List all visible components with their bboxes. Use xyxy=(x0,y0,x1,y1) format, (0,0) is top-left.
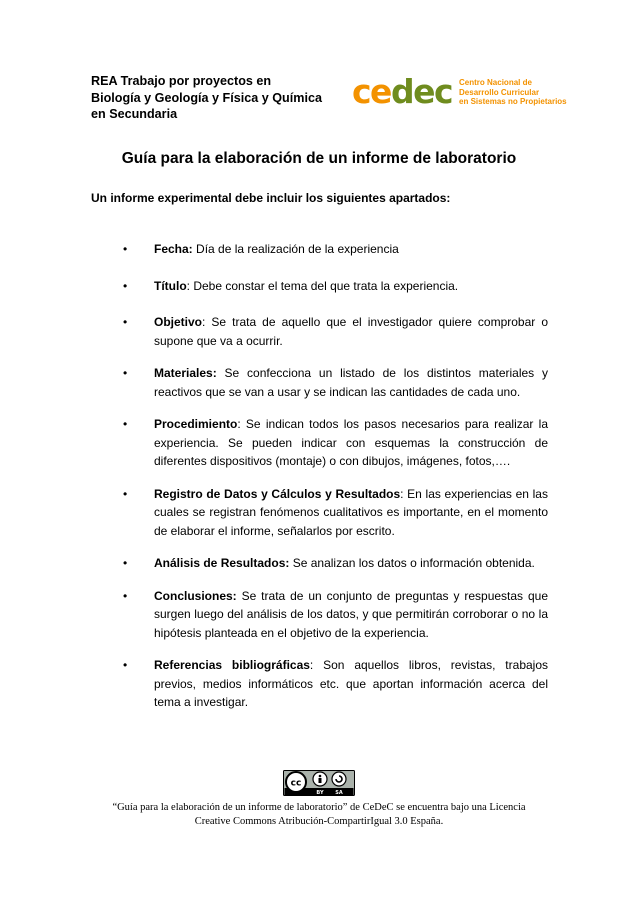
list-item xyxy=(120,415,548,471)
section-list xyxy=(120,240,548,712)
logo-mark xyxy=(352,72,453,112)
document-title: Guía para la elaboración de un informe de laboratorio xyxy=(121,150,517,167)
item-text: Día de la realización de la experiencia xyxy=(192,242,399,256)
logo-text-line: Centro Nacional de xyxy=(459,78,532,87)
item-text: : En las experiencias en las cuales se registran fenómenos cualitativos es importante, en el momento de elaborar el informe, señalarlos por escrito. xyxy=(154,486,548,538)
list-item xyxy=(120,364,548,401)
intro-text: Un informe experimental debe incluir los siguientes apartados: xyxy=(91,191,451,205)
bullet: • xyxy=(123,417,128,431)
item-text: Se trata de un conjunto de preguntas y respuestas que surgen luego del análisis de los datos, y que permitirán corroborar o no la hipótesis planteada en el objetivo de la experiencia. xyxy=(154,588,548,640)
bullet: • xyxy=(123,486,128,501)
item-term: Título xyxy=(154,278,187,293)
item-term: Análisis de Resultados: xyxy=(154,556,290,570)
item-term: Registro de Datos y Cálculos y Resultados xyxy=(154,486,401,501)
item-text: : Se indican todos los pasos necesarios para realizar la experiencia. Se pueden indicar con esquemas la construcción de diferentes dispositivos (montaje) o con dibujos, imágenes, fotos,…. xyxy=(154,417,548,468)
bullet: • xyxy=(123,556,128,570)
item-text: Se confecciona un listado de los distintos materiales y reactivos que se van a usar y se indican las cantidades de cada uno. xyxy=(154,366,548,399)
list-item xyxy=(120,240,548,259)
cc-badge-text: cc xyxy=(290,778,302,789)
bullet: • xyxy=(123,315,128,329)
license-line: “Guía para la elaboración de un informe de laboratorio” de CeDeC se encuentra bajo una Licencia xyxy=(112,802,526,813)
logo-text xyxy=(459,78,567,107)
item-term: Conclusiones: xyxy=(154,588,237,603)
bullet: • xyxy=(123,242,128,256)
header-line: Biología y Geología y Física y Química xyxy=(91,90,322,105)
item-term: Materiales: xyxy=(154,366,217,380)
logo-mark-part2: dec xyxy=(390,72,453,112)
logo-mark-part1: ce xyxy=(352,72,391,112)
item-text: : Son aquellos libros, revistas, trabajos previos, medios informáticos etc. que aportan información acerca del tema a investigar. xyxy=(154,658,549,709)
logo-text-line: en Sistemas no Propietarios xyxy=(459,97,567,107)
sa-badge-text: SA xyxy=(335,790,343,796)
item-term: Referencias bibliográficas xyxy=(154,658,310,672)
list-item xyxy=(120,656,548,712)
bullet: • xyxy=(123,658,128,672)
item-text: : Se trata de aquello que el investigador quiere comprobar o supone que va a ocurrir. xyxy=(154,315,548,348)
bullet: • xyxy=(123,278,128,293)
cc-by-sa-icon xyxy=(283,770,355,796)
logo-text-line: Desarrollo Curricular xyxy=(459,87,540,97)
item-term: Procedimiento xyxy=(154,417,238,431)
list-item xyxy=(120,313,548,350)
license-notice xyxy=(60,801,578,829)
list-item xyxy=(120,587,548,643)
header-line: en Secundaria xyxy=(91,107,178,121)
cedec-logo xyxy=(352,72,567,112)
item-term: Objetivo xyxy=(154,315,203,329)
list-item xyxy=(120,554,548,573)
by-badge-text: BY xyxy=(316,790,324,796)
header-title xyxy=(91,73,322,123)
item-text: Se analizan los datos o información obtenida. xyxy=(289,556,535,570)
header-line: REA Trabajo por proyectos en xyxy=(91,74,272,88)
bullet: • xyxy=(123,366,128,380)
list-item xyxy=(120,277,548,296)
list-item xyxy=(120,485,548,541)
item-text: : Debe constar el tema del que trata la experiencia. xyxy=(186,278,459,293)
license-line: Creative Commons Atribución-CompartirIgual 3.0 España. xyxy=(194,816,444,827)
item-term: Fecha: xyxy=(154,242,193,256)
bullet: • xyxy=(123,588,128,603)
